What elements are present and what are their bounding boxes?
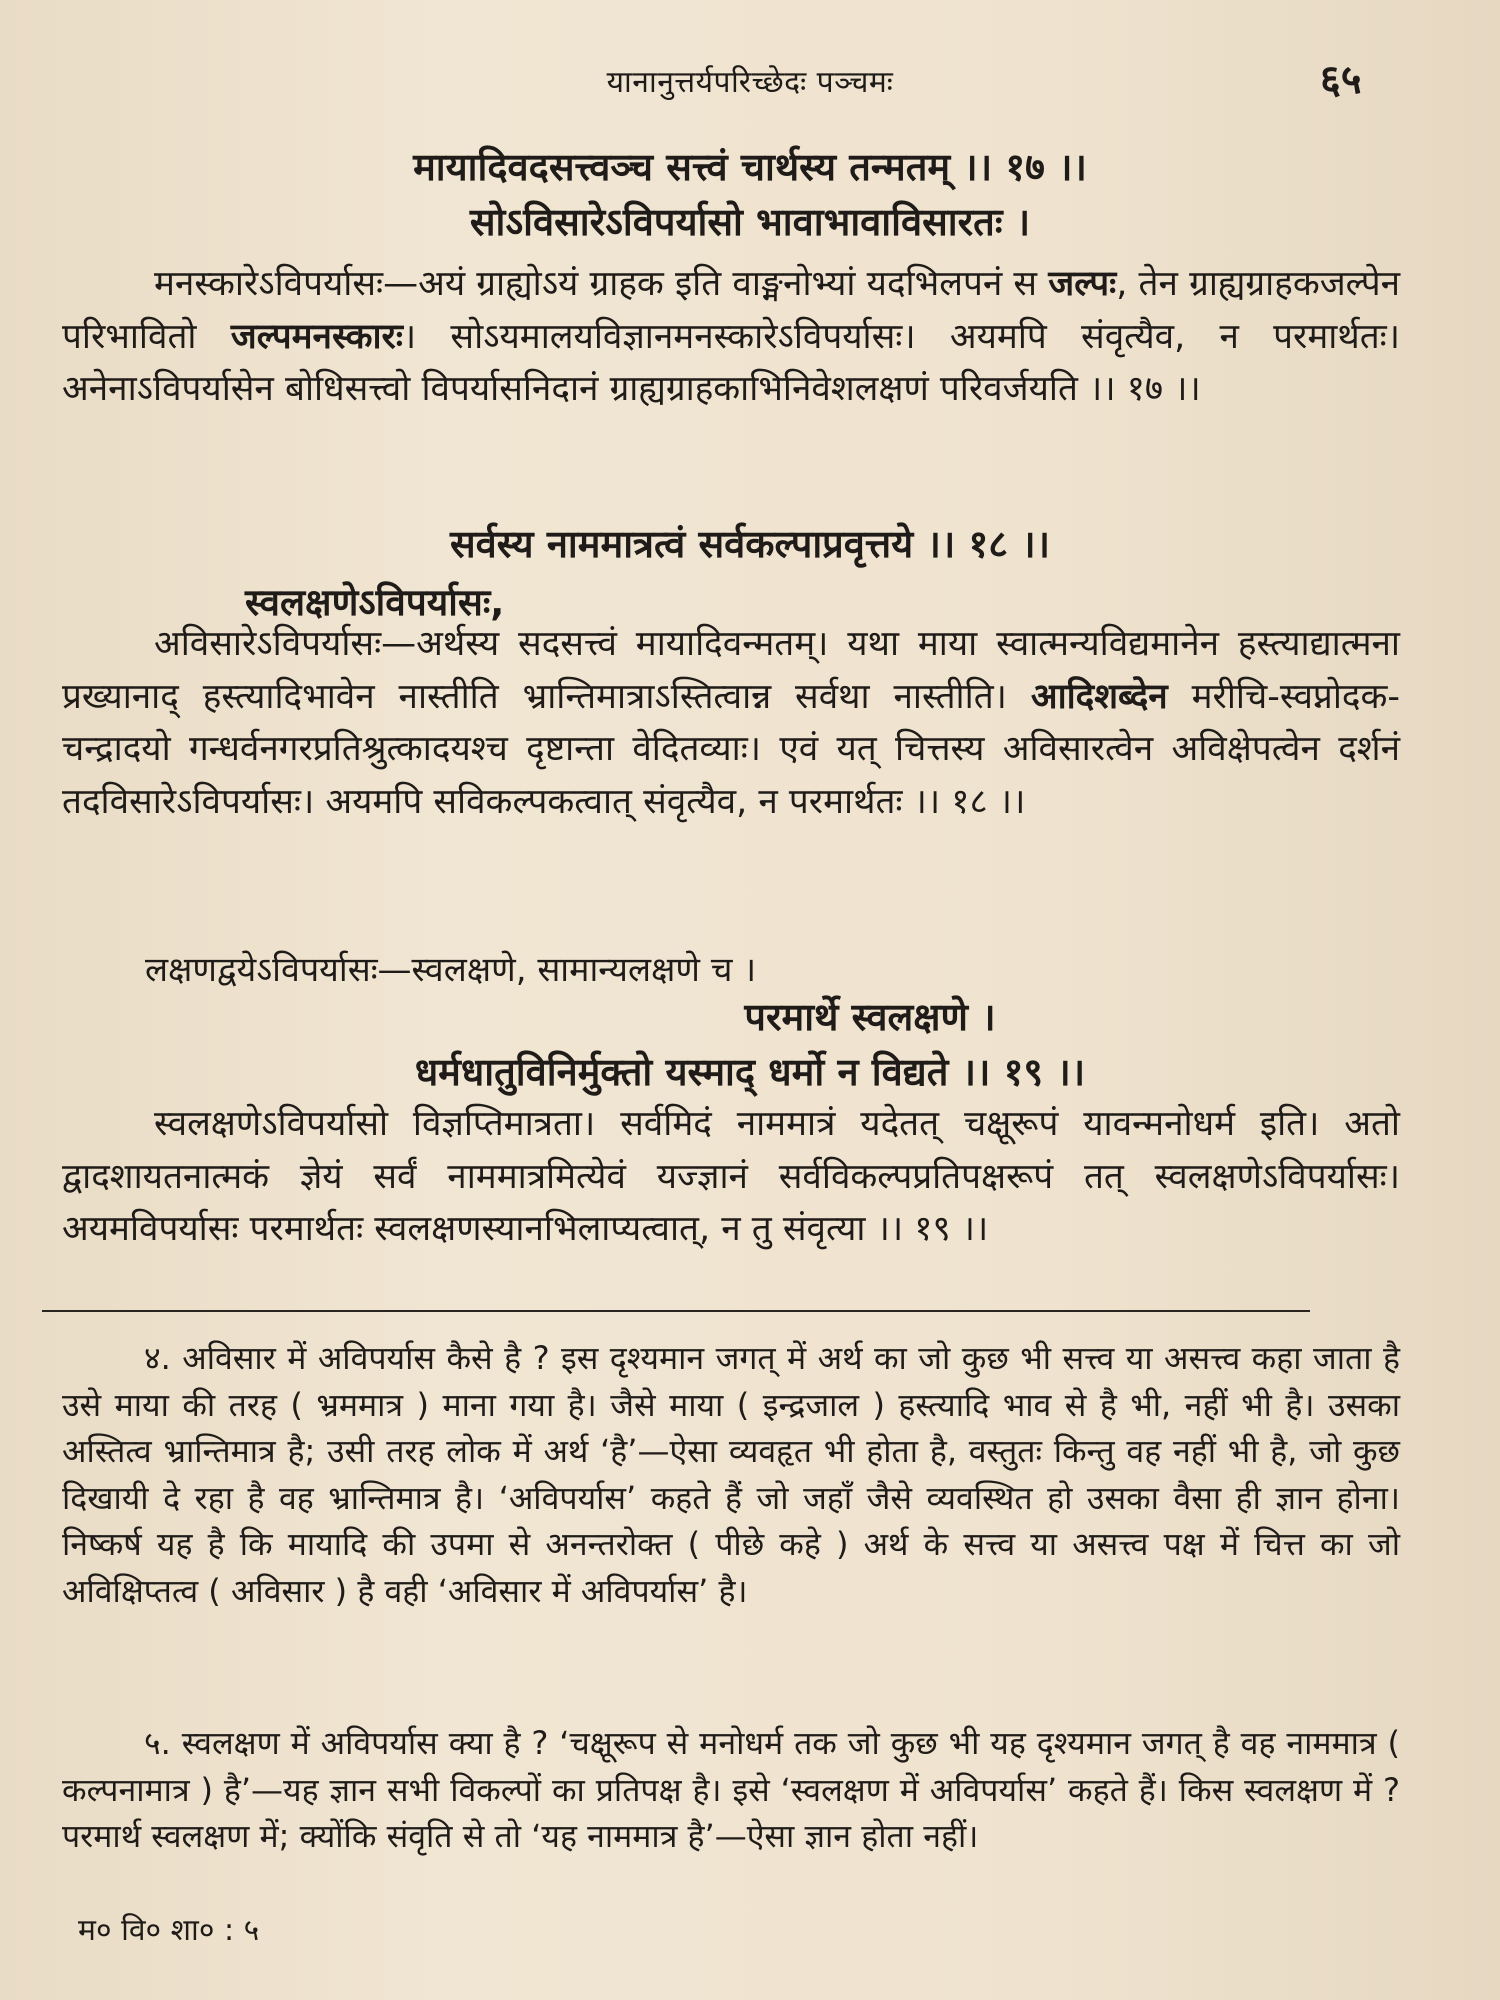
commentary-18-term-adishabdena: आदिशब्देन <box>1030 676 1168 717</box>
commentary-18-text-1: अविसारेऽविपर्यासः—अर्थस्य सदसत्त्वं मायादिवन्मतम्। यथा माया स्वात्मन्यविद्यमानेन हस्त्याद्यात्मना प्रख्यानाद् हस्त्यादिभावेन नास्तीति भ्रान्तिमात्राऽस्तित्वान्न सर्वथा नास्तीति। <box>62 624 1400 717</box>
verse-17-line-1: मायादिवदसत्त्वञ्च सत्त्वं चार्थस्य तन्मतम् ।। १७ ।। <box>413 145 1087 189</box>
footnote-4-text: ४. अविसार में अविपर्यास कैसे है ? इस दृश्यमान जगत् में अर्थ का जो कुछ भी सत्त्व या असत्त्व कहा जाता है उसे माया की तरह ( भ्रममात्र ) माना गया है। जैसे माया ( इन्द्रजाल ) हस्त्यादि भाव से है भी, नहीं भी है। उसका अस्तित्व भ्रान्तिमात्र है; उसी तरह लोक में अर्थ ‘है’—ऐसा व्यवहृत भी होता है, वस्तुतः किन्तु वह नहीं भी है, जो कुछ दिखायी दे रहा है वह भ्रान्तिमात्र है। ‘अविपर्यास’ कहते हैं जो जहाँ जैसे व्यवस्थित हो उसका वैसा ही ज्ञान होना। निष्कर्ष यह है कि मायादि की उपमा से अनन्तरोक्त ( पीछे कहे ) अर्थ के सत्त्व या असत्त्व पक्ष में चित्त का जो अविक्षिप्तत्व ( अविसार ) है वही ‘अविसार में अविपर्यास’ है। <box>62 1339 1400 1610</box>
lakshana-line: लक्षणद्वयेऽविपर्यासः—स्वलक्षणे, सामान्यलक्षणे च । <box>145 950 757 990</box>
footnote-4 <box>62 1335 1400 1614</box>
verse-17-line-2: सोऽविसारेऽविपर्यासो भावाभावाविसारतः । <box>469 200 1031 244</box>
verse-18-line-1: सर्वस्य नाममात्रत्वं सर्वकल्पाप्रवृत्तये ।। १८ ।। <box>449 522 1051 566</box>
commentary-18-text-2: मरीचि-स्वप्नोदक-चन्द्रादयो गन्धर्वनगरप्रतिश्रुत्कादयश्च दृष्टान्ता वेदितव्याः। एवं यत् चित्तस्य अविसारत्वेन अविक्षेपत्वेन दर्शनं तदविसारेऽविपर्यासः। अयमपि सविकल्पकत्वात् संवृत्यैव, न परमार्थतः ।। १८ ।। <box>62 676 1400 822</box>
commentary-17-text-3: । सोऽयमालयविज्ञानमनस्कारेऽविपर्यासः। अयमपि संवृत्यैव, न परमार्थतः। अनेनाऽविपर्यासेन बोधिसत्त्वो विपर्यासनिदानं ग्राह्यग्राहकाभिनिवेशलक्षणं परिवर्जयति ।। १७ ।। <box>62 316 1400 409</box>
commentary-18 <box>62 618 1400 828</box>
running-head: यानानुत्तर्यपरिच्छेदः पञ्चमः <box>606 65 894 100</box>
footnote-5 <box>62 1720 1400 1860</box>
commentary-17-term-jalpamanaskara: जल्पमनस्कारः <box>230 316 403 357</box>
verse-19-line-1: परमार्थे स्वलक्षणे । <box>744 995 996 1039</box>
page-number: ६५ <box>1320 57 1362 103</box>
verse-18-line-2: स्वलक्षणेऽविपर्यासः, <box>245 581 505 624</box>
commentary-19 <box>62 1098 1400 1256</box>
commentary-17-term-jalpa: जल्पः <box>1048 264 1117 304</box>
commentary-17-text-2: , तेन ग्राह्यग्राहकजल्पेन परिभावितो <box>62 264 1400 357</box>
footnote-5-text: ५. स्वलक्षण में अविपर्यास क्या है ? ‘चक्षूरूप से मनोधर्म तक जो कुछ भी यह दृश्यमान जगत् है वह नाममात्र ( कल्पनामात्र ) है’—यह ज्ञान सभी विकल्पों का प्रतिपक्ष है। इसे ‘स्वलक्षण में अविपर्यास’ कहते हैं। किस स्वलक्षण में ? परमार्थ स्वलक्षण में; क्योंकि संवृति से तो ‘यह नाममात्र है’—ऐसा ज्ञान होता नहीं। <box>62 1724 1400 1855</box>
commentary-19-text: स्वलक्षणेऽविपर्यासो विज्ञप्तिमात्रता। सर्वमिदं नाममात्रं यदेतत् चक्षूरूपं यावन्मनोधर्म इति। अतो द्वादशायतनात्मकं ज्ञेयं सर्वं नाममात्रमित्येवं यज्ज्ञानं सर्वविकल्पप्रतिपक्षरूपं तत् स्वलक्षणेऽविपर्यासः। अयमविपर्यासः परमार्थतः स्वलक्षणस्यानभिलाप्यत्वात्, न तु संवृत्या ।। १९ ।। <box>62 1104 1400 1249</box>
verse-19-line-2: धर्मधातुविनिर्मुक्तो यस्माद् धर्मो न विद्यते ।। १९ ।। <box>414 1050 1086 1094</box>
commentary-17-text-1: मनस्कारेऽविपर्यासः—अयं ग्राह्योऽयं ग्राहक इति वाङ्मनोभ्यां यदभिलपनं स <box>154 264 1049 304</box>
commentary-17 <box>62 258 1400 416</box>
footnote-divider <box>42 1310 1310 1312</box>
signature-mark: म० वि० शा० : ५ <box>78 1913 260 1948</box>
